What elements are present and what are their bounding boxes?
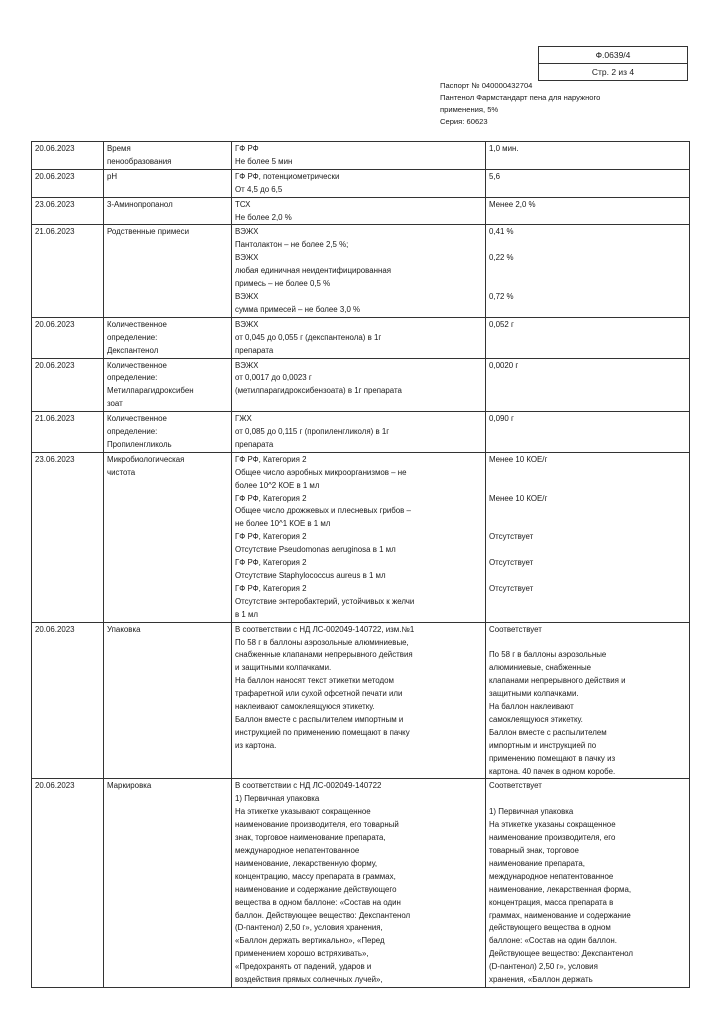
test-date-cell (32, 197, 104, 225)
table-row (32, 225, 690, 317)
test-result-cell (486, 358, 690, 412)
test-results-body (32, 142, 690, 988)
test-name-cell (104, 779, 232, 988)
form-number-box (538, 46, 688, 81)
test-result-line: 0,0020 г (489, 360, 519, 370)
test-result-line: 0,090 г (489, 414, 514, 424)
test-result-line: алюминиевые, снабженные (489, 663, 592, 673)
test-date-cell (32, 452, 104, 622)
test-result-line: 5,6 (489, 171, 500, 181)
table-row (32, 452, 690, 622)
test-name-cell (104, 317, 232, 358)
test-norm-line: наименование производителя, его товарный (235, 820, 399, 830)
test-norm-line: На этикетке указывают сокращенное (235, 807, 371, 817)
test-norm-line: препарата (235, 439, 274, 449)
test-results-table (31, 141, 690, 988)
test-norm-line: наименование и содержание действующего (235, 884, 397, 894)
test-norm-line: (метилпарагидроксибензоата) в 1г препарата (235, 386, 402, 396)
test-date: 20.06.2023 (35, 624, 75, 634)
test-result-cell (486, 169, 690, 197)
test-norm-line: ГФ РФ, Категория 2 (235, 583, 307, 593)
test-norm-cell (232, 412, 486, 453)
test-date: 20.06.2023 (35, 360, 75, 370)
test-norm-line: Пантолактон – не более 2,5 %; (235, 240, 349, 250)
test-result-line (489, 637, 686, 650)
table-row (32, 412, 690, 453)
test-name-cell (104, 197, 232, 225)
test-norm-line: ГЖХ (235, 414, 252, 424)
test-date: 20.06.2023 (35, 781, 75, 791)
test-norm-line: наименование, лекарственную форму, (235, 858, 378, 868)
test-norm-line: инструкцией по применению помещают в пачку (235, 727, 410, 737)
test-norm-line: «Предохранять от падений, ударов и (235, 962, 372, 972)
test-norm-cell (232, 142, 486, 170)
test-result-line: хранения, «Баллон держать (489, 975, 593, 985)
test-result-cell (486, 622, 690, 779)
test-name-cell (104, 169, 232, 197)
test-norm-line: сумма примесей – не более 3,0 % (235, 304, 361, 314)
test-result-line: 1) Первичная упаковка (489, 807, 574, 817)
test-norm-line: В соответствии с НД ЛС-002049-140722 (235, 781, 382, 791)
test-date-cell (32, 412, 104, 453)
test-result-line: Баллон вместе с распылителем (489, 727, 607, 737)
test-result-line: (D-пантенол) 2,50 г», условия (489, 962, 598, 972)
test-result-line: Менее 2,0 % (489, 199, 536, 209)
test-norm-line: Не более 2,0 % (235, 212, 292, 222)
test-result-line: 0,41 % (489, 227, 514, 237)
test-name-line: Маркировка (107, 781, 152, 791)
test-name-cell (104, 358, 232, 412)
test-name-line: Пропиленгликоль (107, 439, 172, 449)
test-result-line (489, 480, 686, 493)
test-norm-line: (D-пантенол) 2,50 г», условия хранения, (235, 923, 383, 933)
test-name-line: Декспантенол (107, 345, 159, 355)
test-norm-line: ГФ РФ, потенциометрически (235, 171, 340, 181)
test-norm-line: Отсутствие Pseudomonas aeruginosa в 1 мл (235, 545, 396, 555)
test-name-cell (104, 452, 232, 622)
test-result-line: Менее 10 КОЕ/г (489, 493, 548, 503)
test-date-cell (32, 225, 104, 317)
test-norm-line: В соответствии с НД ЛС-002049-140722, изм.№1 (235, 624, 415, 634)
test-result-cell (486, 317, 690, 358)
test-result-line: Отсутствует (489, 532, 534, 542)
test-norm-line: «Баллон держать вертикально», «Перед (235, 936, 385, 946)
test-result-line: 0,052 г (489, 319, 514, 329)
product-name: Пантенол Фармстандарт пена для наружного (440, 93, 601, 102)
test-norm-cell (232, 622, 486, 779)
test-norm-line: воздействия прямых солнечных лучей», (235, 975, 383, 985)
test-result-line: наименование производителя, его (489, 833, 616, 843)
test-norm-line: ВЭЖХ (235, 291, 259, 301)
passport-block (440, 80, 690, 128)
test-norm-line: из картона. (235, 740, 277, 750)
test-date: 20.06.2023 (35, 319, 75, 329)
test-result-line: Отсутствует (489, 558, 534, 568)
test-result-line: товарный знак, торговое (489, 846, 579, 855)
test-result-cell (486, 779, 690, 988)
test-norm-line: снабженные клапанами непрерывного действия (235, 650, 413, 660)
test-name-line: pH (107, 171, 118, 181)
test-norm-line: ГФ РФ, Категория 2 (235, 558, 307, 568)
test-norm-line: ВЭЖХ (235, 253, 259, 263)
test-result-line (489, 570, 686, 583)
test-name-cell (104, 412, 232, 453)
test-result-line (489, 544, 686, 557)
test-norm-line: Отсутствие энтеробактерий, устойчивых к желчи (235, 596, 415, 606)
test-date-cell (32, 622, 104, 779)
test-name-line: Микробиологическая (107, 454, 185, 464)
test-norm-line: от 0,085 до 0,115 г (пропиленгликоля) в 1г (235, 427, 390, 437)
test-result-line (489, 239, 686, 252)
test-result-line: международное непатентованное (489, 871, 614, 881)
test-norm-line: На баллон наносят текст этикетки методом (235, 676, 394, 686)
test-norm-line: ГФ РФ (235, 144, 259, 153)
test-norm-cell (232, 779, 486, 988)
test-result-cell (486, 452, 690, 622)
test-norm-line: ГФ РФ, Категория 2 (235, 454, 307, 464)
test-norm-line: ВЭЖХ (235, 360, 259, 370)
table-row (32, 317, 690, 358)
test-norm-line: Общее число дрожжевых и плесневых грибов – (235, 506, 411, 516)
test-norm-line: ТСХ (235, 199, 251, 209)
page-label: Стр. 2 из 4 (591, 67, 635, 77)
table-row (32, 358, 690, 412)
test-name-line: Время (107, 144, 131, 153)
test-norm-line: препарата (235, 345, 274, 355)
test-result-line: 0,72 % (489, 291, 514, 301)
test-norm-cell (232, 197, 486, 225)
test-result-line: граммах, наименование и содержание (489, 910, 631, 920)
passport-number: Паспорт № 040000432704 (440, 81, 533, 90)
test-norm-line: в 1 мл (235, 609, 258, 619)
test-norm-line: По 58 г в баллоны аэрозольные алюминиевые, (235, 637, 409, 647)
test-name-line: чистота (107, 467, 136, 477)
test-date-cell (32, 169, 104, 197)
test-date-cell (32, 142, 104, 170)
test-name-line: пенообразования (107, 156, 172, 166)
test-name-line: определение: (107, 373, 158, 383)
test-name-line: определение: (107, 427, 158, 437)
table-row (32, 169, 690, 197)
test-result-line: Соответствует (489, 624, 542, 634)
test-name-cell (104, 225, 232, 317)
test-norm-cell (232, 169, 486, 197)
test-norm-line: международное непатентованное (235, 846, 360, 856)
test-norm-line: знак, торговое наименование препарата, (235, 833, 386, 843)
test-name-line: зоат (107, 399, 123, 409)
test-norm-line: ГФ РФ, Категория 2 (235, 532, 307, 542)
test-name-line: Метилпарагидроксибен (107, 386, 194, 396)
test-date-cell (32, 779, 104, 988)
test-norm-line: ГФ РФ, Категория 2 (235, 493, 307, 503)
test-result-line: 0,22 % (489, 253, 514, 263)
test-result-line: наименование, лекарственная форма, (489, 884, 632, 894)
test-date-cell (32, 358, 104, 412)
test-norm-cell (232, 317, 486, 358)
test-norm-line: любая единичная неидентифицированная (235, 266, 392, 276)
test-result-line: Менее 10 КОЕ/г (489, 454, 548, 464)
test-date: 21.06.2023 (35, 414, 75, 424)
test-result-line: На баллон наклеивают (489, 702, 574, 712)
test-result-line: концентрация, масса препарата в (489, 897, 614, 907)
test-result-line: Соответствует (489, 781, 542, 791)
test-norm-line: баллон. Действующее вещество: Декспантенол (235, 910, 411, 920)
test-norm-line: от 0,045 до 0,055 г (декспантенола) в 1г (235, 332, 382, 342)
test-result-cell (486, 142, 690, 170)
test-name-line: Упаковка (107, 624, 141, 634)
test-result-line (489, 505, 686, 518)
test-result-line: импортным и инструкцией по (489, 740, 597, 750)
test-name-cell (104, 622, 232, 779)
test-date: 23.06.2023 (35, 199, 75, 209)
test-date: 23.06.2023 (35, 454, 75, 464)
series-number: Серия: 60623 (440, 117, 488, 126)
test-norm-line: трафаретной или сухой офсетной печати или (235, 689, 403, 699)
test-result-line (489, 265, 686, 278)
test-result-line: наименование препарата, (489, 858, 585, 868)
test-result-line (489, 793, 686, 806)
test-name-line: Количественное (107, 360, 167, 370)
test-result-line: Отсутствует (489, 583, 534, 593)
test-name-line: определение: (107, 332, 158, 342)
test-norm-line: Не более 5 мин (235, 156, 293, 166)
test-result-cell (486, 225, 690, 317)
test-norm-line: наклеивают самоклеящуюся этикетку. (235, 702, 375, 712)
test-norm-line: Баллон вместе с распылителем импортным и (235, 714, 404, 724)
test-result-line: По 58 г в баллоны аэрозольные (489, 650, 607, 660)
test-norm-line: и защитными колпачками. (235, 663, 332, 673)
test-norm-cell (232, 452, 486, 622)
test-norm-line: Общее число аэробных микроорганизмов – не (235, 467, 407, 477)
test-norm-line: применением хорошо встряхивать», (235, 949, 369, 959)
test-result-line: защитными колпачками. (489, 689, 579, 699)
test-date-cell (32, 317, 104, 358)
test-norm-line: не более 10^1 КОЕ в 1 мл (235, 519, 331, 529)
test-result-line: баллоне: «Состав на один баллон. (489, 936, 617, 946)
test-date: 21.06.2023 (35, 227, 75, 237)
test-norm-line: ВЭЖХ (235, 227, 259, 237)
test-result-line: применению помещают в пачку из (489, 753, 616, 763)
test-norm-cell (232, 225, 486, 317)
test-name-line: Родственные примеси (107, 227, 189, 237)
table-row (32, 622, 690, 779)
test-result-line: На этикетке указаны сокращенное (489, 820, 616, 830)
test-norm-line: ВЭЖХ (235, 319, 259, 329)
test-result-line: действующего вещества в одном (489, 923, 611, 933)
test-result-cell (486, 412, 690, 453)
table-row (32, 779, 690, 988)
test-result-line: 1,0 мин. (489, 144, 519, 153)
product-form: применения, 5% (440, 105, 499, 114)
test-result-line: Действующее вещество: Декспантенол (489, 949, 633, 959)
table-row (32, 197, 690, 225)
test-result-line (489, 518, 686, 531)
test-date: 20.06.2023 (35, 171, 75, 181)
test-result-line: клапанами непрерывного действия и (489, 676, 626, 686)
test-norm-line: От 4,5 до 6,5 (235, 184, 283, 194)
test-name-line: Количественное (107, 319, 167, 329)
test-result-line: самоклеящуюся этикетку. (489, 714, 583, 724)
test-norm-cell (232, 358, 486, 412)
test-norm-line: более 10^2 КОЕ в 1 мл (235, 480, 320, 490)
test-result-cell (486, 197, 690, 225)
test-norm-line: от 0,0017 до 0,0023 г (235, 373, 312, 383)
test-result-line (489, 467, 686, 480)
form-number: Ф.0639/4 (539, 47, 687, 64)
test-norm-line: 1) Первичная упаковка (235, 794, 320, 804)
test-norm-line: примесь – не более 0,5 % (235, 279, 331, 289)
test-name-line: Количественное (107, 414, 167, 424)
test-norm-line: вещества в одном баллоне: «Состав на один (235, 897, 401, 907)
test-norm-line: Отсутствие Staphylococcus aureus в 1 мл (235, 571, 386, 580)
test-date: 20.06.2023 (35, 144, 75, 153)
test-name-line: 3-Аминопропанол (107, 199, 173, 209)
test-result-line: картона. 40 пачек в одном коробе. (489, 766, 616, 776)
test-name-cell (104, 142, 232, 170)
test-result-line (489, 278, 686, 291)
test-norm-line: концентрацию, массу препарата в граммах, (235, 871, 396, 881)
table-row (32, 142, 690, 170)
